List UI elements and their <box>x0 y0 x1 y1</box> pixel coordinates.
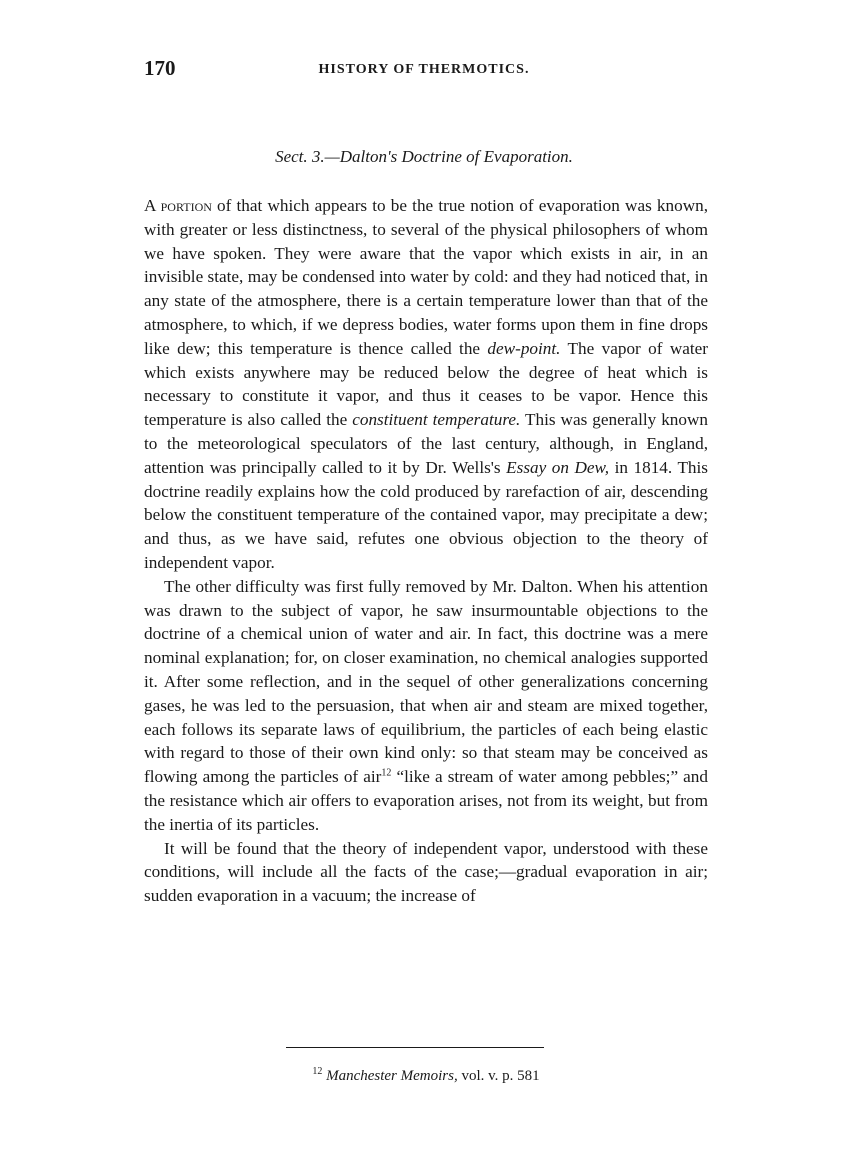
paragraph-1 <box>144 194 708 575</box>
paragraph-2 <box>144 575 708 837</box>
paragraph-3-text-1: It will be found that the theory of independent vapor, understood with these conditions, will include all the facts of the case;—gradual evaporation in air; sudden evaporation in a vacuum; the increase of <box>144 838 708 906</box>
footnote-reference: 12 <box>381 767 392 779</box>
paragraph-2-text-1: The other difficulty was first fully removed by Mr. Dalton. When his attention was drawn to the subject of vapor, he saw insurmountable objections to the doctrine of a chemical union of water and air. In fact, this doctrine was a mere nominal explanation; for, on closer examination, no chemical analogies supported it. After some reflection, and in the sequel of other generalizations concerning gases, he was led to the persuasion, that when air and steam are mixed together, each follows its separate laws of equilibrium, the particles of each being elastic with regard to those of their own kind only: so that steam may be conceived as flowing among the particles of air <box>144 576 708 787</box>
paragraph-3 <box>144 837 708 908</box>
page-header <box>144 56 704 86</box>
running-head: HISTORY OF THERMOTICS. <box>318 62 530 77</box>
footnote <box>144 1068 708 1085</box>
section-title: Sect. 3.—Dalton's Doctrine of Evaporation. <box>275 147 573 166</box>
page-number: 170 <box>144 56 176 80</box>
opening-word: A portion <box>144 196 212 215</box>
body-text <box>144 194 708 908</box>
paragraph-1-text-2: The vapor of water which exists anywhere may be reduced below the degree of heat which is necessary to constitute it vapor, and thus it ceases to be vapor. Hence this temperature is also called the <box>144 338 708 430</box>
footnote-source: Manchester Memoirs, <box>326 1068 458 1084</box>
paragraph-1-text-4: in 1814. This doctrine readily explains how the cold produced by rarefaction of air, descending below the constituent temperature of the contained vapor, may precipitate a dew; and thus, as we have said, refutes one obvious objection to the theory of independent vapor. <box>144 457 708 572</box>
footnote-marker: 12 <box>312 1066 323 1077</box>
footnote-citation: vol. v. p. 581 <box>457 1068 540 1084</box>
paragraph-2-text-2: “like a stream of water among pebbles;” and the resistance which air offers to evaporation arises, not from its weight, but from the inertia of its particles. <box>144 767 708 834</box>
term-constituent-temperature: constituent temperature. <box>352 410 521 430</box>
title-essay-on-dew: Essay on Dew, <box>506 457 610 477</box>
term-dew-point: dew-point. <box>487 338 561 358</box>
paragraph-1-text-1: of that which appears to be the true notion of evaporation was known, with greater or less distinctness, to several of the physical philosophers of whom we have spoken. They were aware that the vapor which exists in air, in an invisible state, may be condensed into water by cold: and they had noticed that, in any state of the atmosphere, there is a certain temperature lower than that of the atmosphere, to which, if we depress bodies, water forms upon them in fine drops like dew; this temperature is thence called the <box>144 196 708 358</box>
footnote-divider <box>286 1047 544 1048</box>
paragraph-1-text-3: This was generally known to the meteorological speculators of the last century, although, in England, attention was principally called to it by Dr. Wells's <box>144 410 708 477</box>
